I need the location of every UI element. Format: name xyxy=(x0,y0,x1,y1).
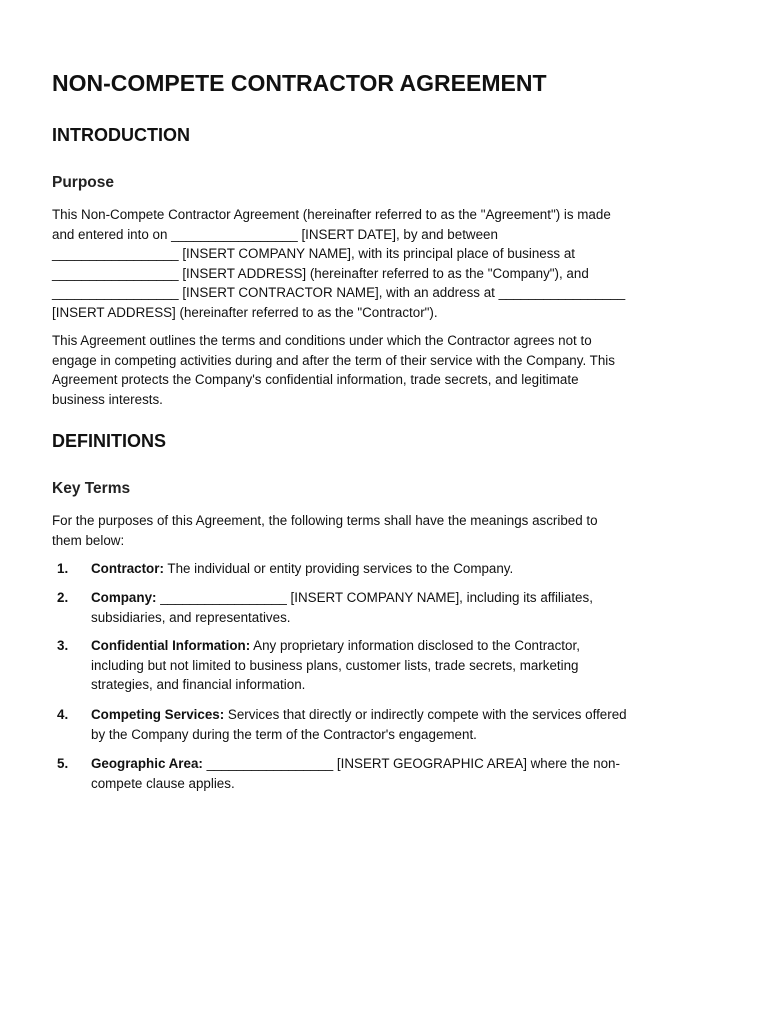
definition-text: The individual or entity providing services to the Company. xyxy=(163,561,514,576)
purpose-paragraph-1 xyxy=(52,205,722,322)
definition-term: Competing Services: xyxy=(91,707,225,722)
list-item-number: 1. xyxy=(57,561,69,576)
list-item-number: 5. xyxy=(57,756,69,771)
paragraph-line: them below: xyxy=(52,532,125,548)
key-terms-intro xyxy=(52,511,722,550)
definition-text: Services that directly or indirectly compete with the services offered xyxy=(224,707,627,722)
list-item-body xyxy=(91,705,731,744)
list-item-line xyxy=(91,559,731,579)
list-item-number: 2. xyxy=(57,590,69,605)
introduction-heading: INTRODUCTION xyxy=(52,125,190,145)
definition-text: Any proprietary information disclosed to the Contractor, xyxy=(250,638,580,653)
list-item-line: strategies, and financial information. xyxy=(91,677,306,692)
list-item-line: subsidiaries, and representatives. xyxy=(91,609,291,625)
definition-text: _________________ [INSERT COMPANY NAME], including its affiliates, xyxy=(156,590,593,605)
paragraph-line: Agreement protects the Company's confidential information, trade secrets, and legitimate xyxy=(52,372,579,387)
paragraph-line: This Agreement outlines the terms and conditions under which the Contractor agrees not to xyxy=(52,333,592,348)
purpose-heading: Purpose xyxy=(52,174,115,191)
list-item-body xyxy=(91,754,731,793)
paragraph-line: _________________ [INSERT COMPANY NAME], with its principal place of business at xyxy=(52,246,576,261)
list-item-line: compete clause applies. xyxy=(91,775,235,791)
list-item-line xyxy=(91,588,731,608)
document-title: NON-COMPETE CONTRACTOR AGREEMENT xyxy=(52,70,547,96)
list-item-line xyxy=(91,754,731,774)
definition-term: Contractor: xyxy=(91,561,164,576)
definition-text: _________________ [INSERT GEOGRAPHIC AREA] where the non- xyxy=(202,756,620,771)
list-item-body xyxy=(91,588,731,627)
list-item-line: including but not limited to business plans, customer lists, trade secrets, marketing xyxy=(91,657,579,673)
paragraph-line: _________________ [INSERT ADDRESS] (hereinafter referred to as the "Company"), and xyxy=(52,265,589,281)
paragraph-line: _________________ [INSERT CONTRACTOR NAME], with an address at _________________ xyxy=(52,285,626,300)
paragraph-line: business interests. xyxy=(52,391,163,407)
paragraph-line: and entered into on _________________ [INSERT DATE], by and between xyxy=(52,226,498,242)
purpose-paragraph-2 xyxy=(52,331,722,409)
list-item-line xyxy=(91,705,731,725)
list-item-body xyxy=(91,636,731,695)
list-item-number: 3. xyxy=(57,638,69,653)
definition-term: Geographic Area: xyxy=(91,756,203,771)
paragraph-line: engage in competing activities during and after the term of their service with the Company. This xyxy=(52,352,615,368)
paragraph-line: This Non-Compete Contractor Agreement (hereinafter referred to as the "Agreement") is made xyxy=(52,207,611,222)
paragraph-line: [INSERT ADDRESS] (hereinafter referred to as the "Contractor"). xyxy=(52,304,438,320)
list-item-number: 4. xyxy=(57,707,69,722)
list-item-line: by the Company during the term of the Contractor's engagement. xyxy=(91,726,477,742)
list-item-body xyxy=(91,559,731,579)
list-item-line xyxy=(91,636,731,656)
definition-term: Confidential Information: xyxy=(91,638,251,653)
definition-term: Company: xyxy=(91,590,157,605)
paragraph-line: For the purposes of this Agreement, the following terms shall have the meanings ascribed to xyxy=(52,513,598,528)
key-terms-heading: Key Terms xyxy=(52,480,131,497)
definitions-heading: DEFINITIONS xyxy=(52,431,167,451)
